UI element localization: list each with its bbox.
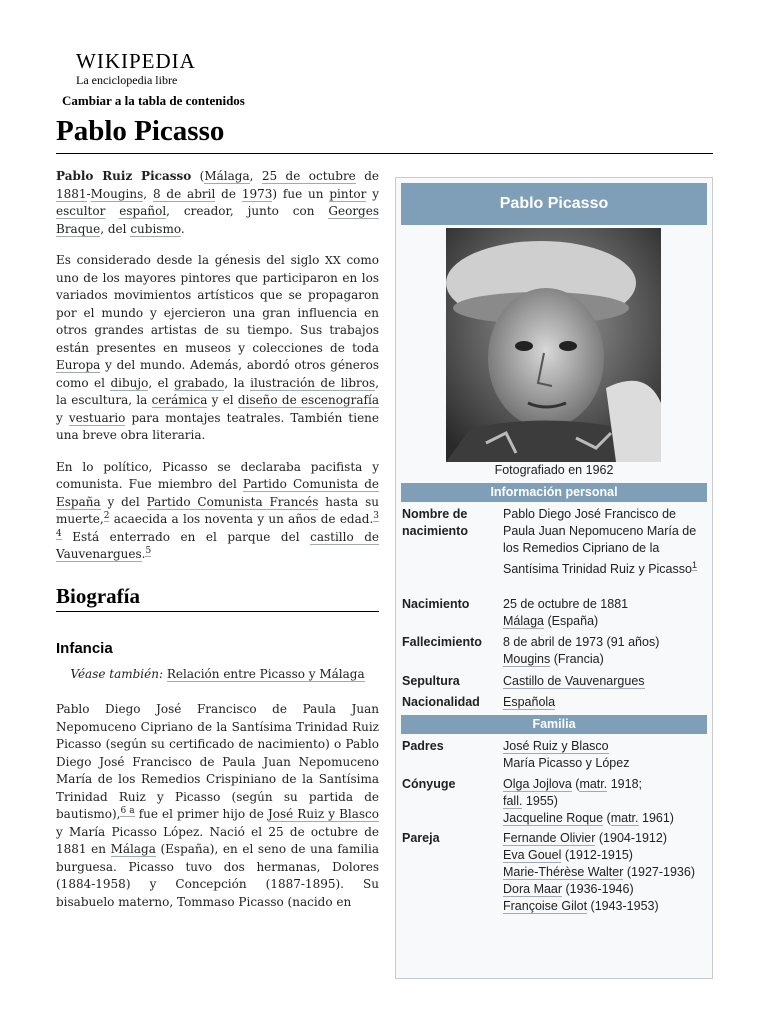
label-sepultura: Sepultura	[402, 674, 460, 688]
link-jacqueline[interactable]: Jacqueline Roque	[503, 811, 604, 825]
row-conyuge	[402, 776, 707, 827]
link-vestuario[interactable]: vestuario	[68, 410, 126, 425]
link-marie-therese[interactable]: Marie-Thérèse Walter	[503, 865, 624, 879]
label-fallecimiento: Fallecimiento	[402, 635, 482, 649]
value-nacimiento: 25 de octubre de 1881 Málaga (España)	[503, 597, 629, 628]
infobox	[395, 177, 713, 979]
link-padre[interactable]: José Ruiz y Blasco	[503, 739, 609, 753]
value-sepultura	[503, 673, 707, 690]
row-sepultura	[402, 673, 707, 690]
value-nombre: Pablo Diego José Francisco de Paula Juan Nepomuceno María de los Remedios Cipriano de la Santísima Trinidad Ruiz y Picasso$^1$	[503, 507, 697, 577]
label-nombre: Nombre de nacimiento	[402, 507, 468, 538]
portrait-illustration	[446, 228, 661, 462]
link-8-abril[interactable]: 8 de abril	[152, 186, 216, 201]
link-relacion-picasso-malaga[interactable]: Relación entre Picasso y Málaga	[166, 666, 365, 681]
link-pintor[interactable]: pintor	[329, 186, 367, 201]
text-madre: María Picasso y López	[503, 756, 630, 770]
section-header-personal: Información personal	[401, 483, 707, 502]
row-nacimiento	[402, 596, 707, 630]
ref-6-a[interactable]: 6 a	[120, 806, 135, 816]
link-espanol[interactable]: español	[119, 204, 167, 218]
ref-2[interactable]: 2	[103, 511, 110, 521]
ref-5[interactable]: 5	[145, 546, 152, 556]
heading-biografia: Biografía	[56, 588, 379, 613]
link-1973[interactable]: 1973	[241, 186, 273, 201]
value-pareja: Fernande Olivier (1904-1912) Eva Gouel (1912-1915) Marie-Thérèse Walter (1927-1936) Dora Maar (1936-1946) Françoise Gilot (1943-1953)	[503, 831, 695, 913]
row-padres	[402, 738, 707, 772]
link-mougins-infobox[interactable]: Mougins	[503, 652, 551, 666]
link-eva[interactable]: Eva Gouel	[503, 848, 562, 862]
link-diseno-escenografia[interactable]: diseño de escenografía	[237, 393, 379, 407]
link-malaga-2[interactable]: Málaga	[110, 842, 156, 856]
link-pce[interactable]: Partido Comunista de España	[56, 477, 379, 509]
see-also-hatnote	[56, 666, 379, 684]
link-ilustracion-libros[interactable]: ilustración de libros	[250, 375, 376, 390]
section-header-familia: Familia	[401, 715, 707, 734]
bold-name: Pablo Ruiz Picasso	[56, 169, 192, 183]
heading-infancia: Infancia	[56, 640, 113, 657]
link-mougins[interactable]: Mougins	[90, 186, 144, 201]
paragraph-influence: Es considerado desde la génesis del siglo XX como uno de los mayores pintores que participaron en los variados movimientos artísticos que se propagaron por el mundo y ejercieron una gran influencia en otros grandes artistas de su tiempo. Sus trabajos están presentes en museos y colecciones de toda Europa y del mundo. Además, abordó otros géneros como el dibujo, el grabado, la ilustración de libros, la escultura, la cerámica y el diseño de escenografía y vestuario para montajes teatrales. También tiene una breve obra literaria.	[56, 253, 380, 442]
value-padres	[503, 738, 707, 772]
link-1881[interactable]: 1881	[56, 186, 87, 201]
page-title: Pablo Picasso	[56, 115, 225, 147]
link-olga[interactable]: Olga Jojlova	[503, 777, 572, 791]
value-conyuge: Olga Jojlova (matr. 1918; fall. 1955) Jacqueline Roque (matr. 1961)	[503, 777, 674, 825]
wikipedia-tagline: La enciclopedia libre	[76, 73, 178, 87]
paragraph-birth: Pablo Diego José Francisco de Paula Juan Nepomuceno Cipriano de la Santísima Trinidad Ruiz Picasso (según su certificado de nacimiento) o Pablo Diego José Francisco de Paula Juan Nepomuceno María de los Remedios Crispiniano de la Santísima Trinidad Ruiz y Picasso (según su partida de bautismo),$^{6 a}$ fue el primer hijo de José Ruiz y Blasco y María Picasso López. Nació el 25 de octubre de 1881 en Málaga (España), en el seno de una familia burguesa. Picasso tuvo dos hermanas, Dolores (1884-1958) y Concepción (1887-1895). Su bisabuelo materno, Tommaso Picasso (nacido en	[56, 702, 379, 909]
link-matr-2[interactable]: matr.	[610, 811, 639, 825]
value-fallecimiento: 8 de abril de 1973 (91 años) Mougins (Francia)	[503, 635, 660, 666]
link-dibujo[interactable]: dibujo	[110, 375, 149, 390]
link-francoise[interactable]: Françoise Gilot	[503, 899, 588, 913]
link-jose-ruiz-blasco[interactable]: José Ruiz y Blasco	[267, 807, 379, 821]
link-malaga[interactable]: Málaga	[204, 169, 250, 183]
label-pareja: Pareja	[402, 831, 440, 845]
label-padres: Padres	[402, 739, 444, 753]
row-fallecimiento	[402, 634, 707, 668]
hatnote-prefix: Véase también:	[70, 666, 164, 681]
link-matr-1[interactable]: matr.	[579, 777, 608, 791]
label-nacimiento: Nacimiento	[402, 597, 470, 611]
infobox-title: Pablo Picasso	[401, 183, 707, 225]
century-numeral: XX	[325, 254, 341, 267]
link-cubismo[interactable]: cubismo	[130, 221, 181, 236]
label-conyuge: Cónyuge	[402, 777, 456, 791]
link-fernande[interactable]: Fernande Olivier	[503, 831, 596, 845]
link-fall[interactable]: fall.	[503, 794, 523, 808]
row-pareja	[402, 830, 707, 915]
link-25-octubre[interactable]: 25 de octubre	[261, 169, 356, 183]
link-castillo-infobox[interactable]: Castillo de Vauvenargues	[503, 674, 645, 688]
link-escultor[interactable]: escultor	[56, 204, 106, 218]
portrait-photo[interactable]	[446, 228, 661, 462]
photo-caption: Fotografiado en 1962	[494, 463, 614, 477]
ref-3-4[interactable]: 3 4	[56, 511, 379, 539]
row-nacionalidad	[402, 694, 707, 711]
link-grabado[interactable]: grabado	[174, 375, 225, 390]
label-nacionalidad: Nacionalidad	[402, 695, 480, 709]
ref-1[interactable]: 1	[691, 560, 697, 570]
paragraph-politics: En lo político, Picasso se declaraba pacifista y comunista. Fue miembro del Partido Comunista de España y del Partido Comunista Francés hasta su muerte,$^2$ acaecida a los noventa y un años de edad.$^{3 4}$ Está enterrado en el parque del castillo de Vauvenargues.$^5$	[56, 459, 379, 561]
link-dora[interactable]: Dora Maar	[503, 882, 563, 896]
toc-toggle-link[interactable]: Cambiar a la tabla de contenidos	[62, 93, 245, 108]
link-ceramica[interactable]: cerámica	[151, 393, 208, 407]
intro-paragraph: Pablo Ruiz Picasso (Málaga, 25 de octubre de 1881-Mougins, 8 de abril de 1973) fue un pintor y escultor español, creador, junto con Georges Braque, del cubismo.	[56, 169, 379, 236]
link-georges-braque[interactable]: Georges Braque	[56, 204, 379, 236]
link-pcf[interactable]: Partido Comunista Francés	[146, 494, 319, 509]
row-nombre-nacimiento	[402, 506, 707, 578]
link-europa[interactable]: Europa	[56, 358, 101, 372]
link-espanola[interactable]: Española	[503, 695, 556, 709]
wikipedia-logo[interactable]	[76, 50, 196, 88]
article-body	[56, 168, 379, 925]
link-castillo-vauvenargues[interactable]: castillo de Vauvenargues	[56, 529, 379, 561]
value-nacionalidad	[503, 694, 707, 711]
link-malaga-infobox[interactable]: Málaga	[503, 614, 544, 628]
wikipedia-wordmark: WIKIPEDIA	[76, 49, 196, 73]
title-divider	[56, 153, 713, 154]
